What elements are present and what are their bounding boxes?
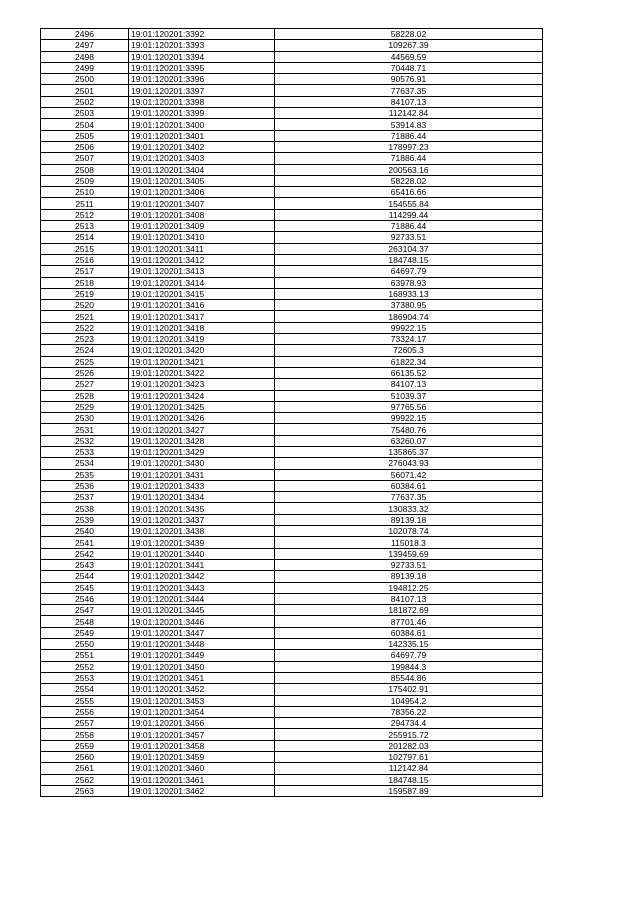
table-row	[41, 492, 543, 503]
table-row	[41, 74, 543, 85]
table-row	[41, 130, 543, 141]
cadastral-number-cell: 19:01:120201:3430	[129, 458, 275, 469]
value-cell: 64697.79	[275, 650, 543, 661]
cadastral-number-cell: 19:01:120201:3443	[129, 582, 275, 593]
value-cell: 99922.15	[275, 413, 543, 424]
row-number-cell: 2519	[41, 288, 129, 299]
value-cell: 114299.44	[275, 209, 543, 220]
value-cell: 71886.44	[275, 130, 543, 141]
row-number-cell: 2550	[41, 639, 129, 650]
cadastral-number-cell: 19:01:120201:3451	[129, 672, 275, 683]
table-row	[41, 571, 543, 582]
table-row	[41, 367, 543, 378]
cadastral-number-cell: 19:01:120201:3418	[129, 322, 275, 333]
table-row	[41, 458, 543, 469]
cadastral-number-cell: 19:01:120201:3406	[129, 187, 275, 198]
row-number-cell: 2511	[41, 198, 129, 209]
row-number-cell: 2499	[41, 62, 129, 73]
cadastral-number-cell: 19:01:120201:3428	[129, 435, 275, 446]
row-number-cell: 2561	[41, 763, 129, 774]
value-cell: 92733.51	[275, 232, 543, 243]
cadastral-number-cell: 19:01:120201:3402	[129, 141, 275, 152]
table-row	[41, 785, 543, 796]
value-cell: 84107.13	[275, 96, 543, 107]
value-cell: 263104.37	[275, 243, 543, 254]
value-cell: 58228.02	[275, 175, 543, 186]
table-row	[41, 390, 543, 401]
cadastral-number-cell: 19:01:120201:3416	[129, 300, 275, 311]
row-number-cell: 2528	[41, 390, 129, 401]
cadastral-number-cell: 19:01:120201:3462	[129, 785, 275, 796]
value-cell: 200563.16	[275, 164, 543, 175]
value-cell: 66135.52	[275, 367, 543, 378]
row-number-cell: 2500	[41, 74, 129, 85]
table-row	[41, 752, 543, 763]
table-row	[41, 503, 543, 514]
table-row	[41, 537, 543, 548]
table-row	[41, 62, 543, 73]
row-number-cell: 2508	[41, 164, 129, 175]
table-row	[41, 243, 543, 254]
row-number-cell: 2548	[41, 616, 129, 627]
table-row	[41, 526, 543, 537]
value-cell: 102797.61	[275, 752, 543, 763]
value-cell: 70448.71	[275, 62, 543, 73]
row-number-cell: 2554	[41, 684, 129, 695]
row-number-cell: 2503	[41, 108, 129, 119]
table-row	[41, 119, 543, 130]
cadastral-number-cell: 19:01:120201:3412	[129, 254, 275, 265]
table-row	[41, 209, 543, 220]
row-number-cell: 2509	[41, 175, 129, 186]
row-number-cell: 2505	[41, 130, 129, 141]
table-row	[41, 616, 543, 627]
value-cell: 99922.15	[275, 322, 543, 333]
cadastral-number-cell: 19:01:120201:3453	[129, 695, 275, 706]
value-cell: 75480.76	[275, 424, 543, 435]
row-number-cell: 2545	[41, 582, 129, 593]
cadastral-number-cell: 19:01:120201:3427	[129, 424, 275, 435]
value-cell: 71886.44	[275, 221, 543, 232]
cadastral-number-cell: 19:01:120201:3400	[129, 119, 275, 130]
row-number-cell: 2504	[41, 119, 129, 130]
table-row	[41, 96, 543, 107]
row-number-cell: 2558	[41, 729, 129, 740]
cadastral-number-cell: 19:01:120201:3429	[129, 446, 275, 457]
cadastral-number-cell: 19:01:120201:3439	[129, 537, 275, 548]
value-cell: 44569.59	[275, 51, 543, 62]
value-cell: 85544.86	[275, 672, 543, 683]
table-row	[41, 85, 543, 96]
value-cell: 78356.22	[275, 706, 543, 717]
cadastral-number-cell: 19:01:120201:3457	[129, 729, 275, 740]
value-cell: 184748.15	[275, 254, 543, 265]
cadastral-number-cell: 19:01:120201:3440	[129, 548, 275, 559]
row-number-cell: 2557	[41, 718, 129, 729]
row-number-cell: 2563	[41, 785, 129, 796]
value-cell: 90576.91	[275, 74, 543, 85]
row-number-cell: 2515	[41, 243, 129, 254]
row-number-cell: 2518	[41, 277, 129, 288]
table-row	[41, 446, 543, 457]
table-row	[41, 356, 543, 367]
table-row	[41, 153, 543, 164]
cadastral-number-cell: 19:01:120201:3397	[129, 85, 275, 96]
table-row	[41, 774, 543, 785]
cadastral-number-cell: 19:01:120201:3426	[129, 413, 275, 424]
cadastral-number-cell: 19:01:120201:3425	[129, 401, 275, 412]
row-number-cell: 2539	[41, 514, 129, 525]
cadastral-number-cell: 19:01:120201:3431	[129, 469, 275, 480]
value-cell: 84107.13	[275, 593, 543, 604]
row-number-cell: 2502	[41, 96, 129, 107]
row-number-cell: 2547	[41, 605, 129, 616]
value-cell: 168933.13	[275, 288, 543, 299]
cadastral-number-cell: 19:01:120201:3423	[129, 379, 275, 390]
cadastral-number-cell: 19:01:120201:3409	[129, 221, 275, 232]
table-row	[41, 232, 543, 243]
table-row	[41, 300, 543, 311]
value-cell: 276043.93	[275, 458, 543, 469]
value-cell: 71886.44	[275, 153, 543, 164]
cadastral-number-cell: 19:01:120201:3441	[129, 559, 275, 570]
value-cell: 51039.37	[275, 390, 543, 401]
row-number-cell: 2513	[41, 221, 129, 232]
table-row	[41, 266, 543, 277]
table-row	[41, 650, 543, 661]
cadastral-number-cell: 19:01:120201:3435	[129, 503, 275, 514]
table-row	[41, 593, 543, 604]
row-number-cell: 2537	[41, 492, 129, 503]
value-cell: 255915.72	[275, 729, 543, 740]
table-row	[41, 141, 543, 152]
table-row	[41, 718, 543, 729]
cadastral-number-cell: 19:01:120201:3401	[129, 130, 275, 141]
table-row	[41, 277, 543, 288]
cadastral-number-cell: 19:01:120201:3461	[129, 774, 275, 785]
value-cell: 194812.25	[275, 582, 543, 593]
cadastral-number-cell: 19:01:120201:3459	[129, 752, 275, 763]
cadastral-number-cell: 19:01:120201:3413	[129, 266, 275, 277]
table-row	[41, 175, 543, 186]
cadastral-number-cell: 19:01:120201:3422	[129, 367, 275, 378]
cadastral-number-cell: 19:01:120201:3393	[129, 40, 275, 51]
row-number-cell: 2529	[41, 401, 129, 412]
value-cell: 61822.34	[275, 356, 543, 367]
table-row	[41, 480, 543, 491]
table-row	[41, 322, 543, 333]
row-number-cell: 2527	[41, 379, 129, 390]
value-cell: 65416.66	[275, 187, 543, 198]
table-row	[41, 29, 543, 40]
table-row	[41, 164, 543, 175]
value-cell: 77637.35	[275, 492, 543, 503]
row-number-cell: 2540	[41, 526, 129, 537]
row-number-cell: 2538	[41, 503, 129, 514]
row-number-cell: 2496	[41, 29, 129, 40]
table-row	[41, 559, 543, 570]
value-cell: 92733.51	[275, 559, 543, 570]
row-number-cell: 2555	[41, 695, 129, 706]
value-cell: 60384.61	[275, 480, 543, 491]
value-cell: 115018.3	[275, 537, 543, 548]
cadastral-number-cell: 19:01:120201:3444	[129, 593, 275, 604]
cadastral-number-cell: 19:01:120201:3404	[129, 164, 275, 175]
value-cell: 102078.74	[275, 526, 543, 537]
cadastral-number-cell: 19:01:120201:3424	[129, 390, 275, 401]
row-number-cell: 2533	[41, 446, 129, 457]
table-row	[41, 345, 543, 356]
table-row	[41, 740, 543, 751]
cadastral-number-cell: 19:01:120201:3405	[129, 175, 275, 186]
row-number-cell: 2526	[41, 367, 129, 378]
cadastral-number-cell: 19:01:120201:3447	[129, 627, 275, 638]
value-cell: 159587.89	[275, 785, 543, 796]
cadastral-number-cell: 19:01:120201:3398	[129, 96, 275, 107]
value-cell: 87701.46	[275, 616, 543, 627]
cadastral-number-cell: 19:01:120201:3407	[129, 198, 275, 209]
table-row	[41, 548, 543, 559]
row-number-cell: 2544	[41, 571, 129, 582]
cadastral-number-cell: 19:01:120201:3411	[129, 243, 275, 254]
row-number-cell: 2541	[41, 537, 129, 548]
value-cell: 201282.03	[275, 740, 543, 751]
table-row	[41, 51, 543, 62]
cadastral-number-cell: 19:01:120201:3417	[129, 311, 275, 322]
cadastral-number-cell: 19:01:120201:3420	[129, 345, 275, 356]
value-cell: 112142.84	[275, 108, 543, 119]
table-row	[41, 695, 543, 706]
row-number-cell: 2516	[41, 254, 129, 265]
value-cell: 184748.15	[275, 774, 543, 785]
cadastral-number-cell: 19:01:120201:3394	[129, 51, 275, 62]
cadastral-number-cell: 19:01:120201:3452	[129, 684, 275, 695]
row-number-cell: 2534	[41, 458, 129, 469]
value-cell: 130833.32	[275, 503, 543, 514]
table-row	[41, 639, 543, 650]
value-cell: 56071.42	[275, 469, 543, 480]
table-row	[41, 684, 543, 695]
row-number-cell: 2536	[41, 480, 129, 491]
value-cell: 89139.18	[275, 571, 543, 582]
cadastral-number-cell: 19:01:120201:3458	[129, 740, 275, 751]
value-cell: 89139.18	[275, 514, 543, 525]
cadastral-number-cell: 19:01:120201:3456	[129, 718, 275, 729]
value-cell: 175402.91	[275, 684, 543, 695]
value-cell: 112142.84	[275, 763, 543, 774]
table-row	[41, 40, 543, 51]
cadastral-number-cell: 19:01:120201:3437	[129, 514, 275, 525]
value-cell: 178997.23	[275, 141, 543, 152]
row-number-cell: 2497	[41, 40, 129, 51]
value-cell: 139459.69	[275, 548, 543, 559]
value-cell: 135865.37	[275, 446, 543, 457]
row-number-cell: 2510	[41, 187, 129, 198]
row-number-cell: 2523	[41, 334, 129, 345]
value-cell: 73324.17	[275, 334, 543, 345]
table-row	[41, 401, 543, 412]
cadastral-number-cell: 19:01:120201:3445	[129, 605, 275, 616]
value-cell: 154555.84	[275, 198, 543, 209]
cadastral-number-cell: 19:01:120201:3392	[129, 29, 275, 40]
row-number-cell: 2542	[41, 548, 129, 559]
table-row	[41, 627, 543, 638]
row-number-cell: 2498	[41, 51, 129, 62]
value-cell: 84107.13	[275, 379, 543, 390]
table-row	[41, 413, 543, 424]
table-row	[41, 729, 543, 740]
value-cell: 199844.3	[275, 661, 543, 672]
cadastral-number-cell: 19:01:120201:3408	[129, 209, 275, 220]
cadastral-number-cell: 19:01:120201:3442	[129, 571, 275, 582]
value-cell: 109267.39	[275, 40, 543, 51]
cadastral-number-cell: 19:01:120201:3434	[129, 492, 275, 503]
table-row	[41, 424, 543, 435]
value-cell: 142335.15	[275, 639, 543, 650]
row-number-cell: 2559	[41, 740, 129, 751]
cadastral-number-cell: 19:01:120201:3403	[129, 153, 275, 164]
value-cell: 77637.35	[275, 85, 543, 96]
data-table	[40, 28, 543, 797]
row-number-cell: 2520	[41, 300, 129, 311]
row-number-cell: 2553	[41, 672, 129, 683]
value-cell: 63978.93	[275, 277, 543, 288]
row-number-cell: 2512	[41, 209, 129, 220]
cadastral-number-cell: 19:01:120201:3460	[129, 763, 275, 774]
value-cell: 104954.2	[275, 695, 543, 706]
row-number-cell: 2535	[41, 469, 129, 480]
table-row	[41, 311, 543, 322]
table-row	[41, 435, 543, 446]
cadastral-number-cell: 19:01:120201:3449	[129, 650, 275, 661]
value-cell: 60384.61	[275, 627, 543, 638]
row-number-cell: 2501	[41, 85, 129, 96]
row-number-cell: 2532	[41, 435, 129, 446]
value-cell: 58228.02	[275, 29, 543, 40]
value-cell: 72605.3	[275, 345, 543, 356]
cadastral-number-cell: 19:01:120201:3419	[129, 334, 275, 345]
table-row	[41, 763, 543, 774]
cadastral-number-cell: 19:01:120201:3438	[129, 526, 275, 537]
table-row	[41, 198, 543, 209]
value-cell: 37380.95	[275, 300, 543, 311]
value-cell: 181872.69	[275, 605, 543, 616]
value-cell: 294734.4	[275, 718, 543, 729]
row-number-cell: 2517	[41, 266, 129, 277]
row-number-cell: 2531	[41, 424, 129, 435]
table-row	[41, 582, 543, 593]
cadastral-number-cell: 19:01:120201:3414	[129, 277, 275, 288]
row-number-cell: 2543	[41, 559, 129, 570]
row-number-cell: 2552	[41, 661, 129, 672]
row-number-cell: 2506	[41, 141, 129, 152]
cadastral-number-cell: 19:01:120201:3421	[129, 356, 275, 367]
table-row	[41, 379, 543, 390]
table-row	[41, 672, 543, 683]
cadastral-number-cell: 19:01:120201:3399	[129, 108, 275, 119]
row-number-cell: 2522	[41, 322, 129, 333]
cadastral-number-cell: 19:01:120201:3450	[129, 661, 275, 672]
cadastral-number-cell: 19:01:120201:3448	[129, 639, 275, 650]
cadastral-number-cell: 19:01:120201:3446	[129, 616, 275, 627]
table-row	[41, 605, 543, 616]
row-number-cell: 2556	[41, 706, 129, 717]
row-number-cell: 2546	[41, 593, 129, 604]
cadastral-number-cell: 19:01:120201:3415	[129, 288, 275, 299]
value-cell: 63260.07	[275, 435, 543, 446]
row-number-cell: 2560	[41, 752, 129, 763]
table-body	[41, 29, 543, 797]
table-row	[41, 108, 543, 119]
table-row	[41, 187, 543, 198]
value-cell: 186904.74	[275, 311, 543, 322]
row-number-cell: 2530	[41, 413, 129, 424]
table-row	[41, 514, 543, 525]
cadastral-number-cell: 19:01:120201:3410	[129, 232, 275, 243]
cadastral-number-cell: 19:01:120201:3454	[129, 706, 275, 717]
table-row	[41, 254, 543, 265]
value-cell: 53914.83	[275, 119, 543, 130]
table-row	[41, 469, 543, 480]
row-number-cell: 2525	[41, 356, 129, 367]
table-row	[41, 288, 543, 299]
value-cell: 97765.56	[275, 401, 543, 412]
row-number-cell: 2524	[41, 345, 129, 356]
row-number-cell: 2562	[41, 774, 129, 785]
row-number-cell: 2507	[41, 153, 129, 164]
row-number-cell: 2551	[41, 650, 129, 661]
table-row	[41, 706, 543, 717]
row-number-cell: 2521	[41, 311, 129, 322]
table-row	[41, 661, 543, 672]
row-number-cell: 2549	[41, 627, 129, 638]
value-cell: 64697.79	[275, 266, 543, 277]
cadastral-number-cell: 19:01:120201:3433	[129, 480, 275, 491]
cadastral-number-cell: 19:01:120201:3395	[129, 62, 275, 73]
table-row	[41, 334, 543, 345]
row-number-cell: 2514	[41, 232, 129, 243]
cadastral-number-cell: 19:01:120201:3396	[129, 74, 275, 85]
table-row	[41, 221, 543, 232]
